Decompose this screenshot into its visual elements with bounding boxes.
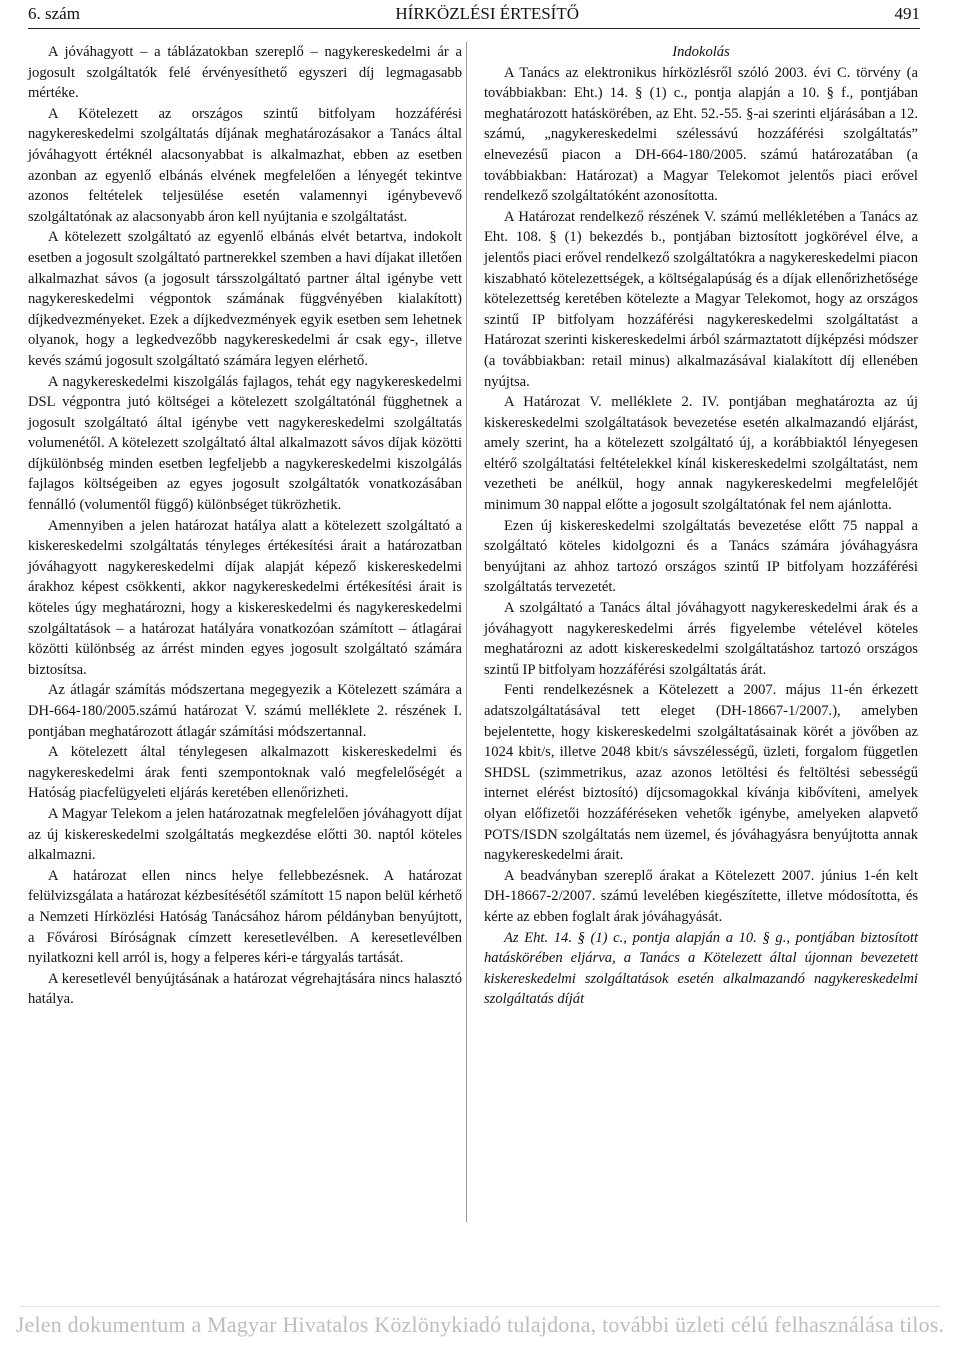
paragraph: A nagykereskedelmi kiszolgálás fajlagos, tehát egy nagykereskedelmi DSL végpontra jutó költségei a kötelezett szolgáltatónál függhetnek a jogosult szolgáltató által igénybe vett nagykereskedelmi szolgáltatás volumenétől. A kötelezett szolgáltató által alkalmazott sávos díjak közötti díjkülönbség minden esetben legfeljebb a nagykereskedelmi kiszolgálás fajlagos költségeiben az egyes jogosult szolgáltatók vonatkozásában fennálló (volumentől függő) különbséget tükrözhetik.: [28, 373, 462, 514]
paragraph: A keresetlevél benyújtásának a határozat végrehajtására nincs halasztó hatálya.: [28, 970, 462, 1008]
paragraph: A határozat ellen nincs helye fellebbezésnek. A határozat felülvizsgálata a határozat kézbesítésétől számított 15 napon belül kérhető a Nemzeti Hírközlési Hatóság Tanácsához három példányban benyújtott, a Fővárosi Bíróságnak címzett keresetlevélben. A keresetlevélben nyilatkozni kell arról is, hogy a felperes kéri-e tárgyalás tartását.: [28, 867, 462, 967]
paragraph: Fenti rendelkezésnek a Kötelezett a 2007. május 11-én érkezett adatszolgáltatásával tett eleget (DH-18667-1/2007.), amelyben bejelentette, hogy kiskereskedelmi szolgáltatásainak körét a jövőben az 1024 kbit/s, illetve 2048 kbit/s sávszélességű, üzleti, forgalom független SHDSL (szimmetrikus, azaz azonos letöltési és feltöltési sebességű internet elérést biztosító) díjcsomagokkal kívánja kibővíteni, amelyek olyan előfizetői hozzáféréseken vehetők igénybe, amelyeken alapvető POTS/ISDN szolgáltatás nem üzemel, és jóváhagyásra benyújtotta annak nagykereskedelmi árait.: [484, 682, 918, 864]
paragraph: A Tanács az elektronikus hírközlésről szóló 2003. évi C. törvény (a továbbiakban: Eht.) 14. § (1) c., pontja alapján a 10. § f., pontjában meghatározott hatáskörében, az Eht. 52.-55. §-ai szerinti eljárásában a 12. számú, „nagykereskedelmi szélessávú hozzáférési szolgáltatás” elnevezésű piacon a DH-664-180/2005. számú határozatában (a továbbiakban: Határozat) a Magyar Telekomot jelentős piaci erővel rendelkező szolgáltatóként azonosította.: [484, 64, 918, 205]
paragraph: A Magyar Telekom a jelen határozatnak megfelelően jóváhagyott díjat az új kiskereskedelmi szolgáltatás megkezdése előtti 30. naptól köteles alkalmazni.: [28, 805, 462, 864]
paragraph: A beadványban szereplő árakat a Kötelezett 2007. június 1-én kelt DH-18667-2/2007. számú levelében kiegészítette, illetve módosította, és kérte az ebben foglalt árak jóváhagyását.: [484, 867, 918, 925]
paragraph: Ezen új kiskereskedelmi szolgáltatás bevezetése előtt 75 nappal a szolgáltató köteles kidolgozni és a Tanács számára jóváhagyásra benyújtani az ahhoz tartozó országos szintű IP bitfolyam hozzáférési szolgáltatás tervezetét.: [484, 517, 918, 596]
page-header: [28, 4, 920, 29]
footer-rule: [20, 1306, 940, 1307]
paragraph: A kötelezett szolgáltató az egyenlő elbánás elvét betartva, indokolt esetben a jogosult szolgáltató partnerekkel szemben a havi díjakat illetően alkalmazhat sávos (a jogosult társszolgáltató partner által igénybe vett nagykereskedelmi végpontok számának függvényében kialakított) díjkedvezményeket. Ezek a díjkedvezmények egyik esetben sem lehetnek olyanok, hogy a legkedvezőbb nagykereskedelmi ár csak egy-, illetve kevés számú jogosult szolgáltató számára legyen elérhető.: [28, 229, 462, 369]
copyright-notice: Jelen dokumentum a Magyar Hivatalos Közlönykiadó tulajdona, további üzleti célú felhasználása tilos.: [15, 1312, 945, 1337]
publication-title: HÍRKÖZLÉSI ÉRTESÍTŐ: [395, 4, 580, 23]
section-heading: Indokolás: [672, 44, 730, 60]
issue-number: 6. szám: [28, 4, 80, 23]
left-column: [28, 42, 462, 1010]
page-number: 491: [894, 4, 920, 23]
paragraph: A szolgáltató a Tanács által jóváhagyott nagykereskedelmi árak és a jóváhagyott nagykereskedelmi árrés figyelembe vételével köteles meghatározni az adott kiskereskedelmi szolgáltatáshoz tartozó országos szintű IP bitfolyam hozzáférési szolgáltatás árát.: [484, 600, 918, 678]
paragraph: Az átlagár számítás módszertana megegyezik a Kötelezett számára a DH-664-180/2005.számú határozat V. számú melléklete 2. részének I. pontjában meghatározott átlagár számítási módszertannal.: [28, 682, 462, 740]
italic-paragraph: Az Eht. 14. § (1) c., pontja alapján a 10. § g., pontjában biztosított hatáskörében eljárva, a Tanács a Kötelezett által újonnan bevezetett kiskereskedelmi szolgáltatások esetén alkalmazandó nagykereskedelmi szolgáltatás díját: [484, 929, 918, 1008]
right-column: [484, 42, 918, 1010]
paragraph: Amennyiben a jelen határozat hatálya alatt a kötelezett szolgáltató a kiskereskedelmi szolgáltatás tényleges értékesítési árait a határozatban jóváhagyott nagykereskedelmi díjak alapját képező kiskereskedelmi árakhoz képest csökkenti, akkor nagykereskedelmi értékesítési árait is köteles úgy meghatározni, hogy a kiskereskedelmi és nagykereskedelmi szolgáltatások – a határozat hatályára vonatkozóan számított – átlagárai közötti különbség az árrést minden egyes jogosult szolgáltató számára biztosítsa.: [28, 517, 462, 678]
paragraph: A Határozat V. melléklete 2. IV. pontjában meghatározta az új kiskereskedelmi szolgáltatások bevezetése esetén alkalmazandó eljárást, amely szerint, ha a kötelezett szolgáltató új, a korábbiaktól lényegesen eltérő szolgáltatási feltételekkel kínál kiskereskedelmi szolgáltatást, nem vezetheti be anélkül, hogy annak nagykereskedelmi megfelelőjét minimum 30 nappal előtte a jogosult szolgáltatónak fel nem ajánlotta.: [484, 394, 918, 514]
paragraph: A Kötelezett az országos szintű bitfolyam hozzáférési nagykereskedelmi szolgáltatás díjának meghatározásakor a Tanács által jóváhagyott értéknél alacsonyabbat is alkalmazhat, ebben az esetben azonban az egyenlő elbánás elvének megfelelően a lényegét tekintve azonos feltételek teljesülése esetén valamennyi igénybevevő szolgáltatónak az alacsonyabb áron kell nyújtania e szolgáltatást.: [28, 105, 462, 225]
paragraph: A Határozat rendelkező részének V. számú mellékletében a Tanács az Eht. 108. § (1) bekezdés b., pontjában biztosított jogkörével élve, a jelentős piaci erővel rendelkező szolgáltatókra a nagykereskedelmi piacon kiszabható kötelezettségek, a költségalapúság és a díjak ellenőrizhetősége kötelezettség keretében kötelezte a Magyar Telekomot, hogy az országos szintű IP bitfolyam hozzáférési nagykereskedelmi szolgáltatást a Határozat szerinti kiskereskedelmi árból származtatott díjképzési módszer (a továbbiakban: retail minus) alkalmazásával kialakított díj ellenében nyújtsa.: [484, 208, 918, 390]
paragraph: A jóváhagyott – a táblázatokban szereplő – nagykereskedelmi ár a jogosult szolgáltatók felé érvényesíthető egyszeri díj legmagasabb mértéke.: [28, 44, 462, 102]
paragraph: A kötelezett által ténylegesen alkalmazott kiskereskedelmi és nagykereskedelmi árak fenti szempontoknak való megfelelőségét a Hatóság piacfelügyeleti eljárás keretében ellenőrizheti.: [28, 744, 462, 802]
column-divider: [466, 42, 467, 1222]
